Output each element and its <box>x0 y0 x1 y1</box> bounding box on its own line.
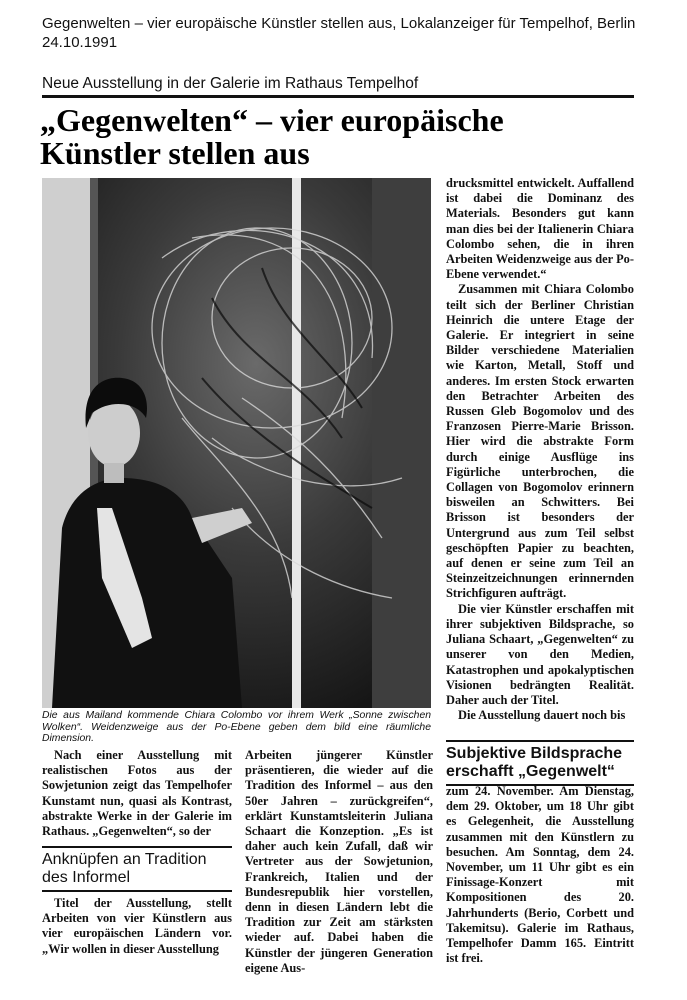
paragraph: drucksmittel entwickelt. Auffallend ist dabei die Dominanz des Materials. Besonders gut kann man dies bei der Italienerin Chiara Colombo sehen, die in ihren Arbeiten Weidenzweige aus der Po-Ebene verwendet.“ <box>446 176 634 282</box>
article-headline <box>40 104 640 170</box>
paragraph: Die vier Künstler erschaffen mit ihrer subjektiven Bildsprache, so Juliana Schaart, „Gegenwelten“ zu unserer von den Medien, Katastrophen und apokalyptischen Visionen bedrängten Realität. Daher auch der Titel. <box>446 601 634 707</box>
paragraph: zum 24. November. Am Dienstag, dem 29. Oktober, um 18 Uhr gibt es Gelegenheit, die Ausstellung zusammen mit den Künstlern zu besuchen. Am Sonntag, dem 24. November, um 11 Uhr gibt es ein Finissage-Konzert mit Kompositionen des 20. Jahrhunderts (Berio, Corbett und Takemitsu). Galerie im Rathaus, Tempelhofer Damm 165. Eintritt ist frei. <box>446 784 634 966</box>
paragraph: Titel der Ausstellung, stellt Arbeiten von vier Künstlern aus vier europäischen Ländern vor. „Wir wollen in dieser Ausstellung <box>42 896 232 956</box>
subheading-bildsprache: Subjektive Bildsprache erschafft „Gegenwelt“ <box>446 740 634 786</box>
paragraph: Arbeiten jüngerer Künstler präsentieren, die wieder auf die Tradition des Informel – aus den 50er Jahren – zurückgreifen“, erklärt Kunstamtsleiterin Juliana Schaart die Konzeption. „Es ist daher auch kein Zufall, daß wir Vertreter aus der Sowjetunion, Frankreich, Italien und der Bundesrepublik hier vorstellen, denn in diesen Ländern lebt die Tradition zur Zeit am stärksten wieder auf. Dabei haben die Künstler der jüngeren Generation eigene Aus- <box>245 748 433 975</box>
column-3-continued <box>446 784 634 966</box>
document-caption <box>42 14 672 52</box>
column-3 <box>446 176 634 723</box>
paragraph: Die Ausstellung dauert noch bis <box>458 708 626 723</box>
column-1-continued <box>42 896 232 957</box>
subheading-tradition: Anknüpfen an Tradition des Informel <box>42 846 232 892</box>
headline-line-2: Künstler stellen aus <box>40 135 310 171</box>
photo-caption: Die aus Mailand kommende Chiara Colombo vor ihrem Werk „Sonne zwischen Wolken“. Weidenzweige aus der Po-Ebene geben dem bild eine räumliche Dimension. <box>42 710 431 744</box>
headline-line-1: „Gegenwelten“ – vier europäische <box>40 102 504 138</box>
column-2 <box>245 748 433 976</box>
article-kicker: Neue Ausstellung in der Galerie im Rathaus Tempelhof <box>42 75 634 98</box>
paragraph: Nach einer Ausstellung mit realistischen Fotos aus der Sowjetunion zeigt das Tempelhofer Kunstamt nun, quasi als Kontrast, abstrakte Werke in der Galerie im Rathaus. „Gegenwelten“, so der <box>42 748 232 839</box>
article-photo <box>42 178 431 708</box>
column-1 <box>42 748 232 839</box>
paragraph: Zusammen mit Chiara Colombo teilt sich der Berliner Christian Heinrich die untere Etage der Galerie. Er integriert in seine Bilder verschiedene Materialien wie Karton, Metall, Stoff und anderes. Im ersten Stock erwarten den Betrachter Arbeiten des Russen Gleb Bogomolov und des Franzosen Pierre-Marie Brisson. Hier wird die abstrakte Form durch einige Ausflüge ins Figürliche unterbrochen, die Collagen von Bogomolov erinnern bisweilen an Schwitters. Bei Brisson ist besonders der Untergrund aus zum Teil selbst geschöpften Papier zu beachten, auf denen er seine zum Teil an Steinzeitzeichnungen erinnernden Strichfiguren aufträgt. <box>446 282 634 601</box>
caption-line-2: 24.10.1991 <box>42 34 118 51</box>
photo-artwork <box>42 178 431 708</box>
caption-line-1: Gegenwelten – vier europäische Künstler stellen aus, Lokalanzeiger für Tempelhof, Berlin <box>42 15 636 32</box>
